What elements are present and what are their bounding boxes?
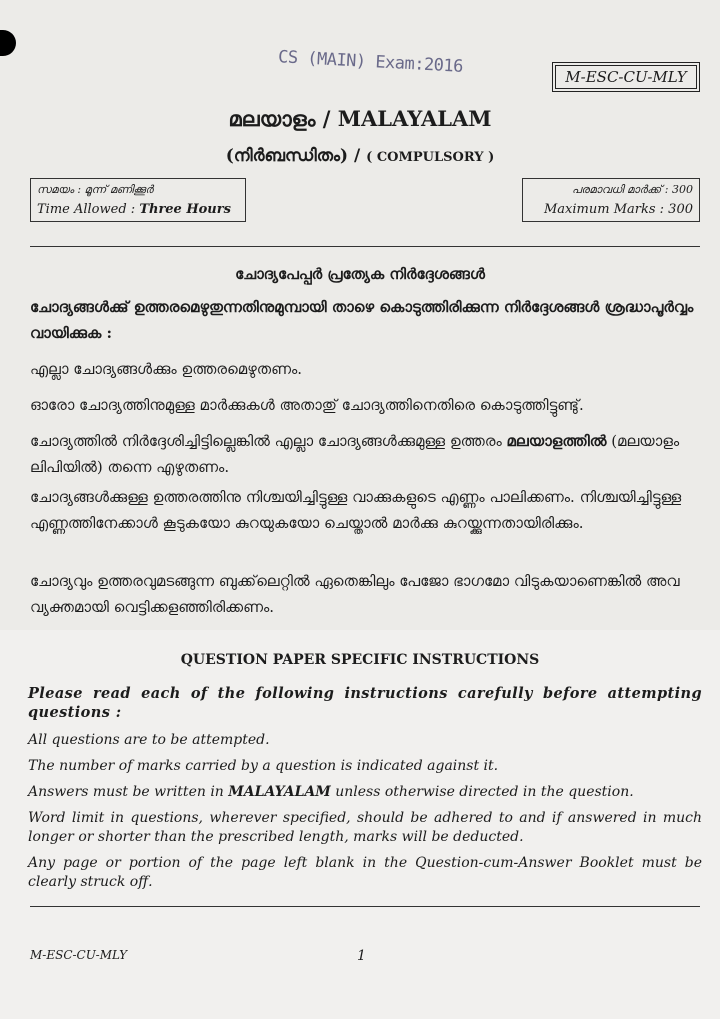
ml-instructions-heading: ചോദ്യപേപ്പർ പ്രത്യേക നിർദ്ദേശങ്ങൾ [235, 265, 485, 283]
time-allowed-box [30, 178, 246, 222]
time-value: Three Hours [139, 202, 231, 217]
page-title: മലയാളം / MALAYALAM [228, 106, 492, 131]
time-ml: സമയം : മൂന്ന് മണിക്കൂർ [37, 183, 154, 196]
page-subtitle [0, 146, 720, 166]
divider-bottom [30, 906, 700, 907]
ml-instruction-2: ഓരോ ചോദ്യത്തിനുമുള്ള മാർക്കുകൾ അതാതു് ചോദ്യത്തിനെതിരെ കൊടുത്തിട്ടുണ്ടു്. [30, 396, 584, 414]
ml-instruction-5: ചോദ്യവും ഉത്തരവുമടങ്ങുന്ന ബുക്ക്‌ലെറ്റിൽ ഏതെങ്കിലും പേജോ ഭാഗമോ വിടുകയാണെങ്കിൽ അവ വ്യക്തമായി വെട്ടിക്കളഞ്ഞിരിക്കണം. [30, 572, 680, 616]
ml-instruction-3c: (മലയാളം ലിപിയിൽ) തന്നെ എഴുതണം. [30, 432, 680, 476]
en-instruction-4: Word limit in questions, wherever specified, should be adhered to and if answered in much longer or shorter than the prescribed length, marks will be deducted. [28, 810, 702, 845]
page-number: 1 [357, 948, 366, 964]
ml-instruction-4: ചോദ്യങ്ങൾക്കുള്ള ഉത്തരത്തിനു നിശ്ചയിച്ചിട്ടുള്ള വാക്കുകളുടെ എണ്ണം പാലിക്കണം. നിശ്ചയിച്ചിട്ടുള്ള എണ്ണത്തിനേക്കാൾ കൂടുകയോ കുറയുകയോ ചെയ്താൽ മാർക്കു കുറയ്ക്കുന്നതായിരിക്കും. [30, 488, 682, 532]
en-instruction-1: All questions are to be attempted. [28, 732, 270, 748]
ml-intro: ചോദ്യങ്ങൾക്കു് ഉത്തരമെഴുതുന്നതിനുമുമ്പായി താഴെ കൊടുത്തിരിക്കുന്ന നിർദ്ദേശങ്ങൾ ശ്രദ്ധാപൂർവ്വം വായിക്കുക : [30, 298, 694, 342]
divider-top [30, 246, 700, 247]
marks-ml: പരമാവധി മാർക്ക് : 300 [571, 183, 693, 196]
footer-paper-code: M-ESC-CU-MLY [30, 948, 128, 962]
paper-code-box [552, 62, 700, 92]
marks-en: Maximum Marks : 300 [544, 202, 693, 217]
en-instruction-5: Any page or portion of the page left blank in the Question-cum-Answer Booklet must be clearly struck off. [28, 855, 702, 890]
paper-code: M-ESC-CU-MLY [555, 65, 697, 89]
subtitle-en: ( COMPULSORY ) [366, 150, 495, 165]
en-instruction-3a: Answers must be written in [28, 784, 229, 800]
en-instruction-3c: unless otherwise directed in the question. [330, 784, 634, 800]
max-marks-box [522, 178, 700, 222]
subtitle-ml: (നിർബന്ധിതം) / [225, 146, 361, 166]
en-instruction-2: The number of marks carried by a question is indicated against it. [28, 758, 499, 774]
exam-stamp: CS (MAIN) Exam:2016 [277, 47, 464, 77]
ml-instruction-1: എല്ലാ ചോദ്യങ്ങൾക്കും ഉത്തരമെഴുതണം. [30, 360, 303, 378]
en-instruction-3 [28, 783, 702, 802]
en-intro: Please read each of the following instructions carefully before attempting questions : [28, 685, 702, 721]
punch-hole [0, 30, 16, 56]
ml-instruction-3b: മലയാളത്തിൽ [506, 432, 607, 450]
en-instructions-heading: QUESTION PAPER SPECIFIC INSTRUCTIONS [180, 652, 540, 668]
ml-instruction-3 [30, 428, 700, 480]
ml-instruction-3a: ചോദ്യത്തിൽ നിർദ്ദേശിച്ചിട്ടില്ലെങ്കിൽ എല്ലാ ചോദ്യങ്ങൾക്കുമുള്ള ഉത്തരം [30, 432, 507, 450]
time-en [37, 200, 239, 220]
time-label: Time Allowed : [37, 202, 140, 217]
en-instruction-3b: MALAYALAM [228, 784, 331, 800]
